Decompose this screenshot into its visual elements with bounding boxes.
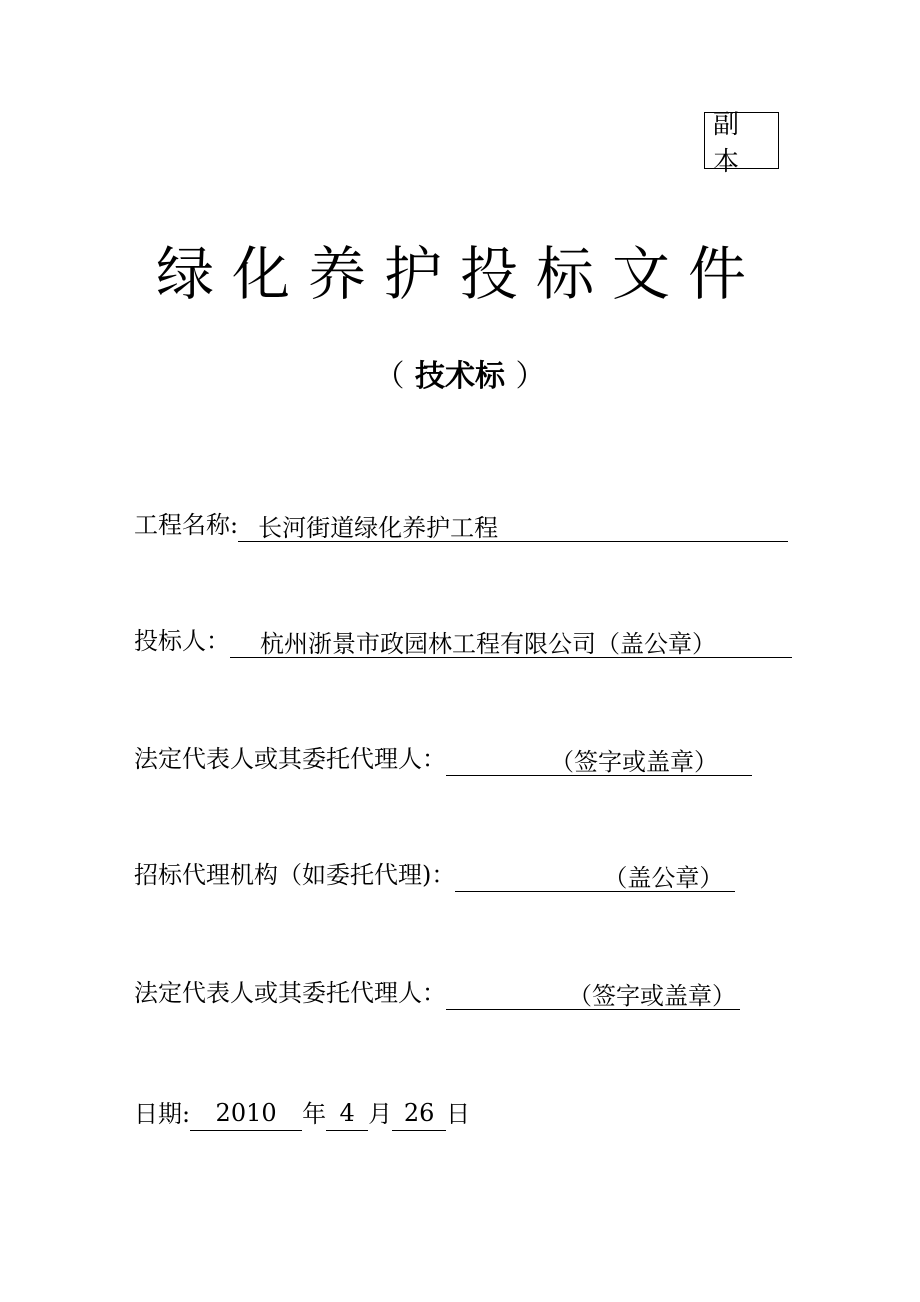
agency-value: （盖公章）: [603, 864, 724, 892]
project-name-label: 工程名称:: [134, 511, 239, 539]
legal-rep-2-field: [446, 979, 740, 1010]
legal-rep-2-row: [134, 976, 740, 1010]
date-year: 2010: [190, 1096, 302, 1131]
subtitle-close-paren: ）: [515, 359, 546, 394]
date-day-unit: 日: [446, 1100, 471, 1128]
project-name-row: [134, 508, 788, 542]
legal-rep-1-value: （签字或盖章）: [550, 748, 718, 776]
bidder-value: 杭州浙景市政园林工程有限公司（盖公章）: [260, 630, 716, 658]
date-row: [134, 1096, 470, 1131]
agency-row: [134, 858, 735, 892]
legal-rep-1-field: [446, 745, 752, 776]
project-name-value: 长河街道绿化养护工程: [258, 514, 499, 542]
document-title: 绿化养护投标文件: [155, 240, 764, 308]
bidder-field: [230, 627, 792, 658]
document-subtitle: [0, 355, 920, 399]
subtitle-open-paren: （: [374, 359, 405, 394]
bidder-row: [134, 624, 792, 658]
legal-rep-2-value: （签字或盖章）: [568, 982, 736, 1010]
legal-rep-2-label: 法定代表人或其委托代理人：: [134, 979, 446, 1007]
date-day: 26: [392, 1096, 446, 1131]
copy-badge: 副本: [704, 112, 779, 169]
date-label: 日期:: [134, 1100, 191, 1128]
legal-rep-1-label: 法定代表人或其委托代理人：: [134, 745, 446, 773]
legal-rep-1-row: [134, 742, 752, 776]
bidder-label: 投标人：: [134, 627, 230, 655]
agency-field: [455, 861, 735, 892]
date-month-unit: 月: [368, 1100, 393, 1128]
date-month: 4: [326, 1096, 368, 1131]
project-name-field: [238, 511, 788, 542]
subtitle-text: 技术标: [415, 359, 505, 394]
agency-label: 招标代理机构（如委托代理)：: [134, 861, 456, 889]
date-year-unit: 年: [302, 1100, 327, 1128]
